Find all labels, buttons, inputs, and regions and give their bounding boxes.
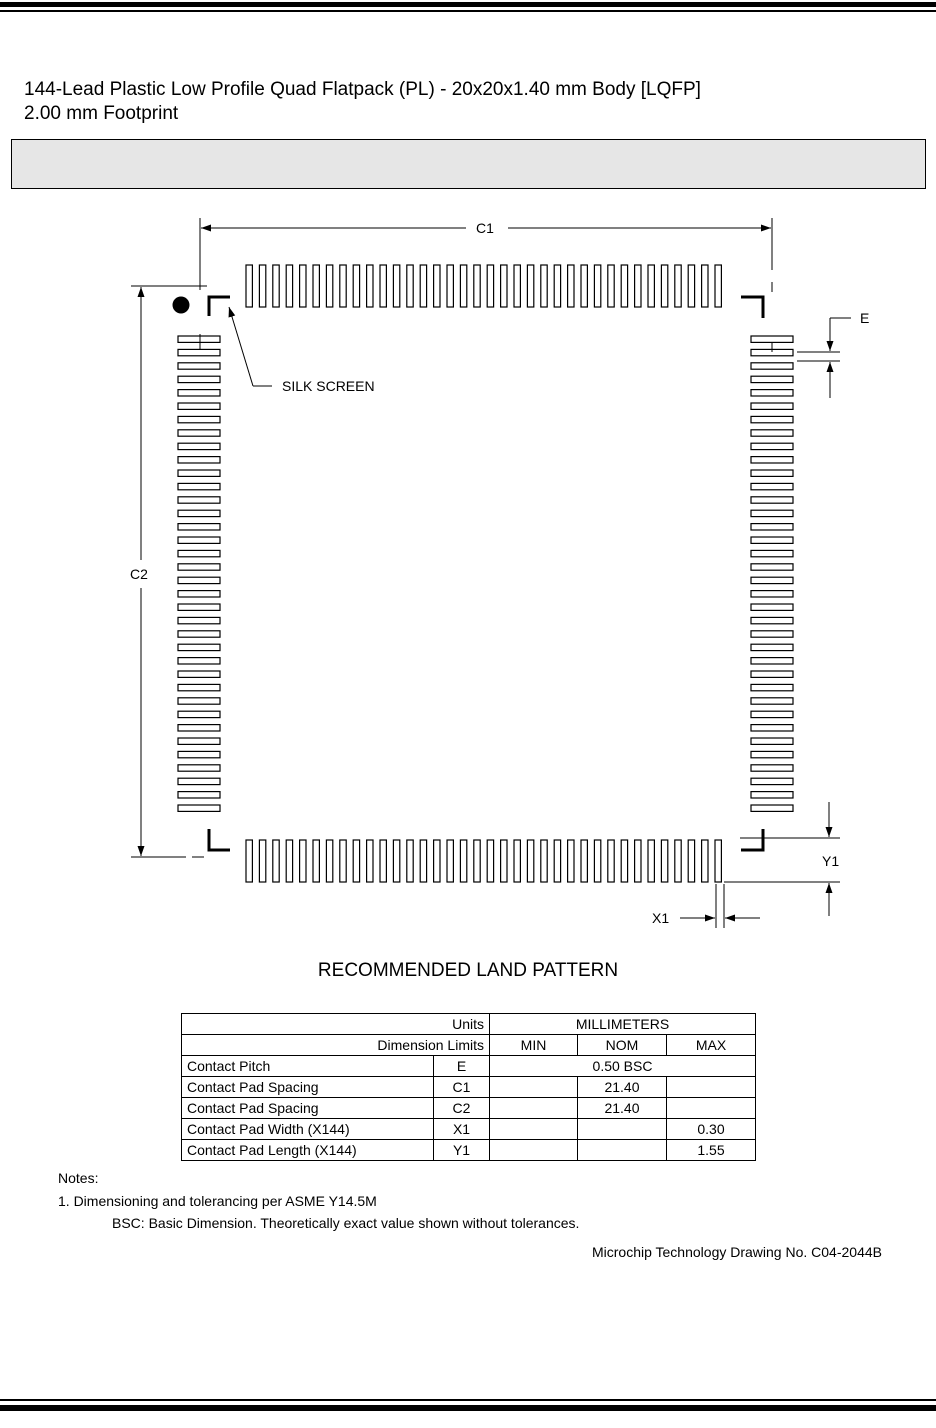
pad-right xyxy=(751,376,793,382)
pad-right xyxy=(751,658,793,664)
c2-label: C2 xyxy=(130,566,148,582)
diagram-caption: RECOMMENDED LAND PATTERN xyxy=(317,960,619,981)
pad-left xyxy=(178,765,220,771)
pad-left xyxy=(178,430,220,436)
param-nom xyxy=(578,1140,667,1161)
max-header: MAX xyxy=(667,1035,756,1056)
pad-bottom xyxy=(702,840,708,882)
pad-left xyxy=(178,591,220,597)
param-name: Contact Pad Width (X144) xyxy=(182,1119,434,1140)
pad-right xyxy=(751,497,793,503)
pad-bottom xyxy=(581,840,587,882)
pad-top xyxy=(675,265,681,307)
pad-bottom xyxy=(554,840,560,882)
pad-left xyxy=(178,725,220,731)
table-row xyxy=(182,1056,756,1077)
param-symbol: X1 xyxy=(434,1119,490,1140)
pad-right xyxy=(751,671,793,677)
pad-top xyxy=(568,265,574,307)
pad-top xyxy=(460,265,466,307)
pad-top xyxy=(715,265,721,307)
pad-top xyxy=(420,265,426,307)
pad-bottom xyxy=(568,840,574,882)
pad-top xyxy=(487,265,493,307)
pad-bottom xyxy=(675,840,681,882)
pad-left xyxy=(178,671,220,677)
pad-top xyxy=(300,265,306,307)
e-label: E xyxy=(860,310,870,326)
x1-label: X1 xyxy=(652,910,670,926)
pad-right xyxy=(751,751,793,757)
pad-left xyxy=(178,751,220,757)
pad-left xyxy=(178,416,220,422)
pad-left xyxy=(178,376,220,382)
pad-bottom xyxy=(353,840,359,882)
pad-top xyxy=(434,265,440,307)
pad-top xyxy=(286,265,292,307)
pad-right xyxy=(751,711,793,717)
table-row xyxy=(182,1014,756,1035)
pad-right xyxy=(751,550,793,556)
pad-top xyxy=(635,265,641,307)
pad-left xyxy=(178,443,220,449)
bottom-rule-thin xyxy=(0,1399,936,1401)
pad-right xyxy=(751,631,793,637)
pad-right xyxy=(751,792,793,798)
param-name: Contact Pad Length (X144) xyxy=(182,1140,434,1161)
pad-bottom xyxy=(648,840,654,882)
pad-bottom xyxy=(340,840,346,882)
param-name: Contact Pitch xyxy=(182,1056,434,1077)
pad-left xyxy=(178,403,220,409)
pad-top xyxy=(581,265,587,307)
pad-top xyxy=(688,265,694,307)
pad-right xyxy=(751,617,793,623)
units-label: Units xyxy=(182,1014,490,1035)
pad-bottom xyxy=(273,840,279,882)
param-min xyxy=(490,1098,578,1119)
pad-left xyxy=(178,778,220,784)
param-max xyxy=(667,1077,756,1098)
pad-top xyxy=(514,265,520,307)
pad-top xyxy=(367,265,373,307)
pad-top xyxy=(702,265,708,307)
pad-bottom xyxy=(326,840,332,882)
param-symbol: C2 xyxy=(434,1098,490,1119)
pad-right xyxy=(751,483,793,489)
e-dimension xyxy=(797,318,851,398)
table-row xyxy=(182,1077,756,1098)
pad-right xyxy=(751,470,793,476)
pad-right xyxy=(751,725,793,731)
pad-bottom xyxy=(259,840,265,882)
pad-right xyxy=(751,457,793,463)
param-symbol: E xyxy=(434,1056,490,1077)
table-row xyxy=(182,1119,756,1140)
pad-top xyxy=(501,265,507,307)
pad-left xyxy=(178,684,220,690)
silk-screen-label: SILK SCREEN xyxy=(282,378,375,394)
pad-top xyxy=(273,265,279,307)
param-name: Contact Pad Spacing xyxy=(182,1077,434,1098)
pad-right xyxy=(751,443,793,449)
param-nom: 21.40 xyxy=(578,1098,667,1119)
pad-bottom xyxy=(608,840,614,882)
table-row xyxy=(182,1140,756,1161)
pad-left xyxy=(178,336,220,342)
pad-left xyxy=(178,631,220,637)
pad-bottom xyxy=(286,840,292,882)
y1-label: Y1 xyxy=(822,853,840,869)
pad-top xyxy=(594,265,600,307)
pad-left xyxy=(178,470,220,476)
pad-left xyxy=(178,658,220,664)
pad-right xyxy=(751,577,793,583)
bottom-rule-thick xyxy=(0,1405,936,1411)
pad-bottom xyxy=(635,840,641,882)
param-max: 0.30 xyxy=(667,1119,756,1140)
c1-label: C1 xyxy=(476,220,494,236)
param-min xyxy=(490,1119,578,1140)
pad-top xyxy=(380,265,386,307)
pad-bottom xyxy=(393,840,399,882)
top-rule-thick xyxy=(0,2,936,7)
nom-header: NOM xyxy=(578,1035,667,1056)
pad-top xyxy=(313,265,319,307)
pad-bottom xyxy=(434,840,440,882)
pad-right xyxy=(751,564,793,570)
pad-right xyxy=(751,591,793,597)
table-row xyxy=(182,1098,756,1119)
pad-left xyxy=(178,698,220,704)
pad-left xyxy=(178,457,220,463)
pad-top xyxy=(353,265,359,307)
table-row xyxy=(182,1035,756,1056)
pad-top xyxy=(648,265,654,307)
pad-top xyxy=(621,265,627,307)
silk-screen-leader xyxy=(229,307,272,386)
pad-top xyxy=(608,265,614,307)
param-nom xyxy=(578,1119,667,1140)
pad-right xyxy=(751,684,793,690)
pad-bottom xyxy=(661,840,667,882)
param-name: Contact Pad Spacing xyxy=(182,1098,434,1119)
param-max xyxy=(667,1098,756,1119)
pad-left xyxy=(178,644,220,650)
pad-top xyxy=(474,265,480,307)
pad-right xyxy=(751,430,793,436)
units-value: MILLIMETERS xyxy=(490,1014,756,1035)
pad-bottom xyxy=(407,840,413,882)
note-1: 1. Dimensioning and tolerancing per ASME Y14.5M xyxy=(58,1193,377,1209)
param-min xyxy=(490,1077,578,1098)
pad-right xyxy=(751,524,793,530)
pad-right xyxy=(751,416,793,422)
pad-bottom xyxy=(688,840,694,882)
pad-bottom xyxy=(514,840,520,882)
pad-top xyxy=(527,265,533,307)
pad-right xyxy=(751,805,793,811)
pad-bottom xyxy=(447,840,453,882)
pad-bottom xyxy=(621,840,627,882)
pad-right xyxy=(751,403,793,409)
pad-left xyxy=(178,510,220,516)
pad-left xyxy=(178,792,220,798)
min-header: MIN xyxy=(490,1035,578,1056)
param-nom: 21.40 xyxy=(578,1077,667,1098)
page-title: 144-Lead Plastic Low Profile Quad Flatpack (PL) - 20x20x1.40 mm Body [LQFP] xyxy=(24,79,701,100)
pad-bottom xyxy=(541,840,547,882)
pad-bottom xyxy=(313,840,319,882)
pad-left xyxy=(178,390,220,396)
pad-bottom xyxy=(380,840,386,882)
pad-top xyxy=(340,265,346,307)
pad-left xyxy=(178,805,220,811)
top-rule-thin xyxy=(0,10,936,12)
pad-right xyxy=(751,510,793,516)
pad-top xyxy=(447,265,453,307)
pad-top xyxy=(661,265,667,307)
param-value: 0.50 BSC xyxy=(490,1056,756,1077)
pad-left xyxy=(178,483,220,489)
pad-top xyxy=(393,265,399,307)
pad-right xyxy=(751,537,793,543)
pad-right xyxy=(751,604,793,610)
pad-bottom xyxy=(300,840,306,882)
pin1-indicator xyxy=(173,297,190,314)
param-symbol: Y1 xyxy=(434,1140,490,1161)
pad-right xyxy=(751,363,793,369)
pad-top xyxy=(246,265,252,307)
pad-left xyxy=(178,738,220,744)
dimension-table xyxy=(181,1013,756,1161)
pad-left xyxy=(178,497,220,503)
param-symbol: C1 xyxy=(434,1077,490,1098)
pad-right xyxy=(751,336,793,342)
drawing-number: Microchip Technology Drawing No. C04-2044B xyxy=(591,1244,882,1260)
pad-bottom xyxy=(474,840,480,882)
pad-top xyxy=(541,265,547,307)
param-min xyxy=(490,1140,578,1161)
pad-top xyxy=(259,265,265,307)
page-subtitle: 2.00 mm Footprint xyxy=(24,103,179,124)
pad-left xyxy=(178,537,220,543)
pad-top xyxy=(407,265,413,307)
x1-dimension xyxy=(680,884,760,928)
pad-left xyxy=(178,604,220,610)
pad-left xyxy=(178,711,220,717)
pad-top xyxy=(326,265,332,307)
pad-right xyxy=(751,644,793,650)
note-bsc: BSC: Basic Dimension. Theoretically exact value shown without tolerances. xyxy=(112,1215,580,1231)
pad-bottom xyxy=(420,840,426,882)
pad-left xyxy=(178,524,220,530)
pad-left xyxy=(178,550,220,556)
pad-group xyxy=(178,265,793,882)
pad-right xyxy=(751,698,793,704)
notes-heading: Notes: xyxy=(58,1170,99,1186)
pad-left xyxy=(178,564,220,570)
limits-label: Dimension Limits xyxy=(182,1035,490,1056)
pad-bottom xyxy=(246,840,252,882)
pad-right xyxy=(751,778,793,784)
pad-bottom xyxy=(367,840,373,882)
note-box xyxy=(11,139,926,189)
pad-left xyxy=(178,363,220,369)
pad-bottom xyxy=(715,840,721,882)
pad-bottom xyxy=(501,840,507,882)
pad-bottom xyxy=(527,840,533,882)
pad-right xyxy=(751,738,793,744)
pad-left xyxy=(178,577,220,583)
reference-marks xyxy=(192,276,772,857)
land-pattern-diagram xyxy=(0,200,936,940)
pad-top xyxy=(554,265,560,307)
param-max: 1.55 xyxy=(667,1140,756,1161)
pad-left xyxy=(178,617,220,623)
pad-right xyxy=(751,390,793,396)
pad-bottom xyxy=(460,840,466,882)
pad-bottom xyxy=(487,840,493,882)
pad-bottom xyxy=(594,840,600,882)
pad-left xyxy=(178,349,220,355)
pad-right xyxy=(751,765,793,771)
